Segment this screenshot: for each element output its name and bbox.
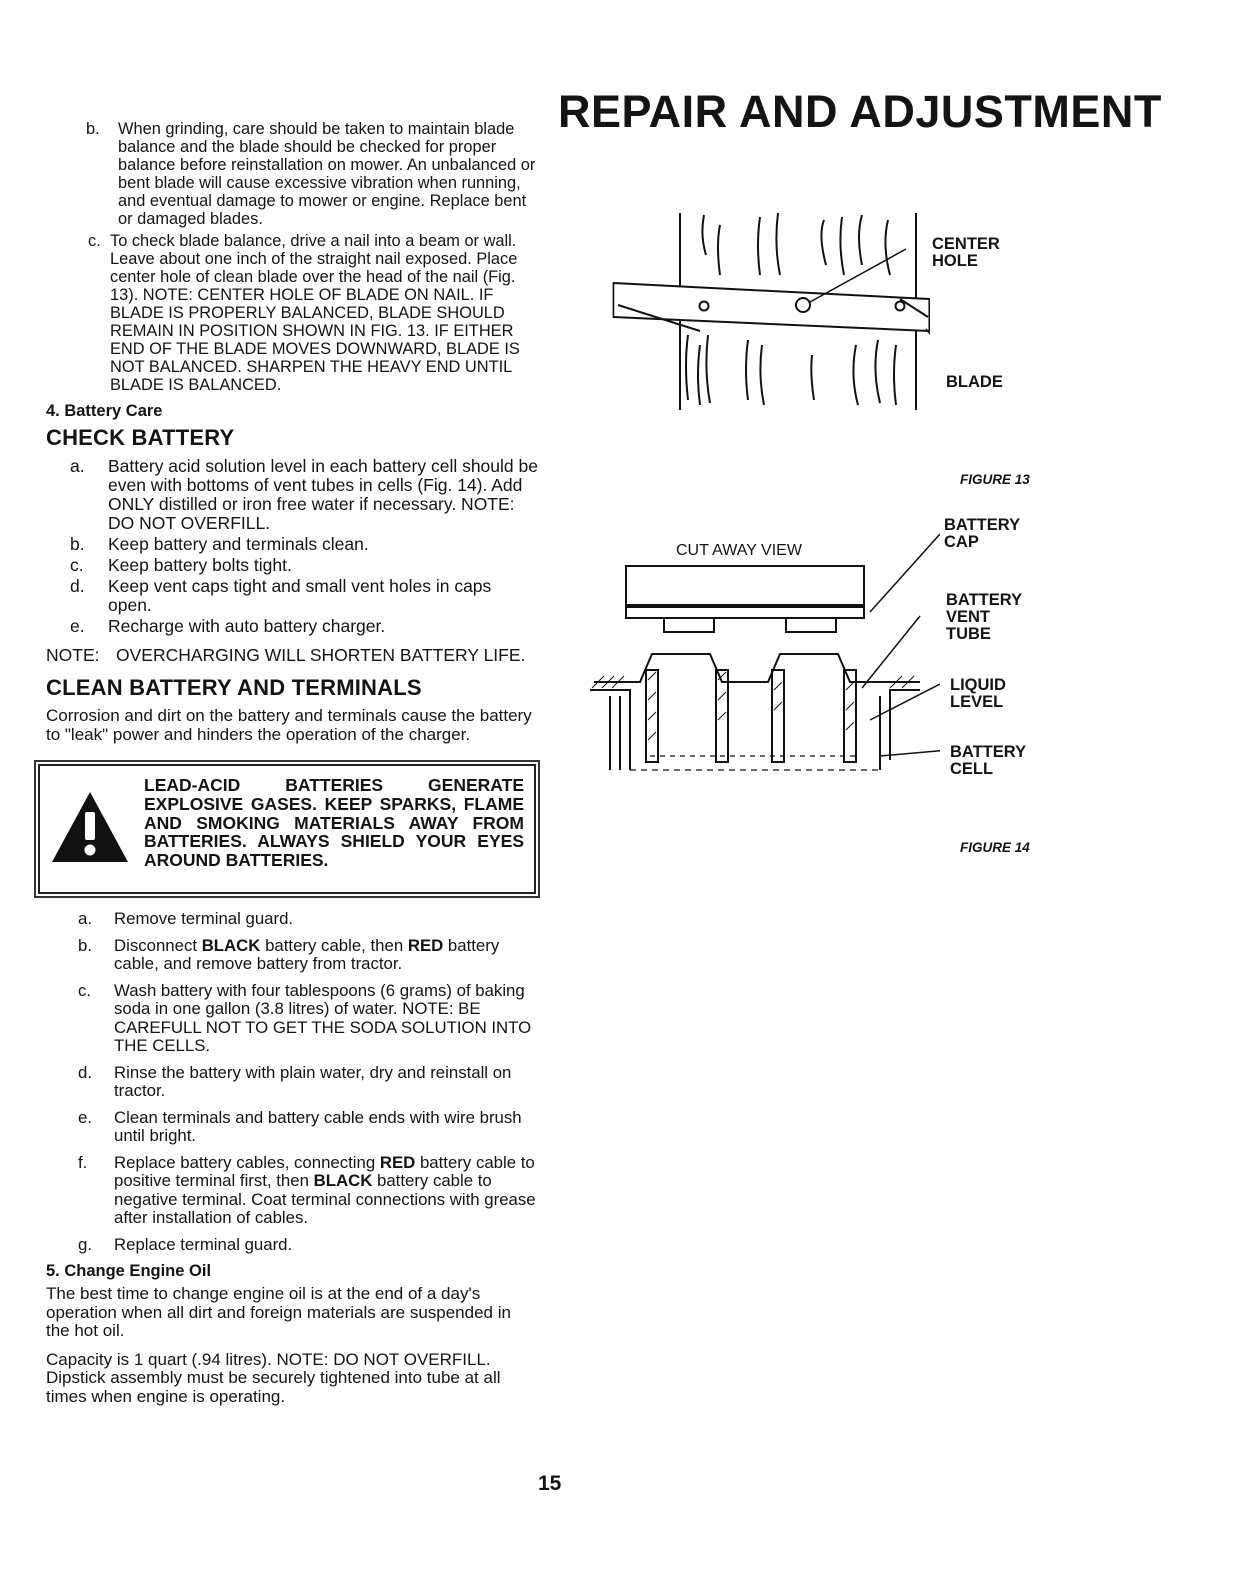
list-item: [46, 910, 538, 929]
battery-cell-label: [950, 744, 1026, 778]
item-text-part: battery cable to positive terminal first, then: [114, 1152, 535, 1190]
list-item: [46, 1154, 538, 1228]
label-line: CENTER: [932, 235, 1000, 253]
page-number: 15: [538, 1472, 562, 1495]
item-text-bold: BLACK: [313, 1171, 373, 1190]
label-line: LEVEL: [950, 693, 1004, 711]
label-line: BATTERY: [950, 743, 1027, 761]
list-item: [46, 1109, 538, 1146]
item-text-part: battery cable to negative terminal. Coat terminal connections with grease after installation of cables.: [114, 1171, 536, 1227]
item-text: Clean terminals and battery cable ends with wire brush until bright.: [114, 1107, 522, 1145]
label-line: TUBE: [946, 625, 991, 643]
engine-oil-subheading: 5. Change Engine Oil: [46, 1262, 212, 1280]
item-marker: c.: [78, 980, 92, 1000]
item-marker: b.: [70, 534, 85, 554]
label-line: BATTERY: [944, 516, 1021, 534]
item-text: Wash battery with four tablespoons (6 grams) of baking soda in one gallon (3.8 litres) of water. NOTE: BE CAREFULL NOT TO GET THE SODA SOLUTION INTO THE CELLS.: [114, 980, 532, 1055]
list-item: [46, 457, 538, 533]
note-text: OVERCHARGING WILL SHORTEN BATTERY LIFE.: [116, 645, 526, 665]
item-marker: c.: [88, 232, 101, 250]
battery-care-subheading: 4. Battery Care: [46, 402, 163, 420]
engine-oil-para-2: Capacity is 1 quart (.94 litres). NOTE: DO NOT OVERFILL. Dipstick assembly must be securely tightened into tube at all times when engine is operating.: [46, 1349, 501, 1406]
list-item: [46, 1236, 538, 1255]
label-line: BATTERY: [946, 591, 1023, 609]
item-marker: d.: [78, 1062, 92, 1082]
check-battery-heading: CHECK BATTERY: [46, 425, 235, 450]
item-text: To check blade balance, drive a nail into a beam or wall. Leave about one inch of the straight nail exposed. Place center hole of clean blade over the head of the nail (Fig. 13). NOTE: CENTER HOLE OF BLADE ON NAIL. IF BLADE IS PROPERLY BALANCED, BLADE SHOULD REMAIN IN POSITION SHOWN IN FIG. 13. IF EITHER END OF THE BLADE MOVES DOWNWARD, BLADE IS NOT BALANCED. SHARPEN THE HEAVY END UNTIL BLADE IS BALANCED.: [110, 232, 520, 394]
note-label: NOTE:: [46, 645, 100, 665]
warning-box: [38, 764, 536, 894]
item-text-part: battery cable, and remove battery from tractor.: [114, 935, 500, 973]
item-text: Keep vent caps tight and small vent holes in caps open.: [108, 576, 492, 615]
list-item: [46, 1064, 538, 1101]
warning-triangle-icon: [50, 790, 130, 864]
item-text: When grinding, care should be taken to maintain blade balance and the blade should be checked for proper balance before reinstallation on mower. An unbalanced or bent blade will cause excessive vibration when running, and eventual damage to mower or engine. Replace bent or damaged blades.: [118, 120, 536, 228]
left-column: [46, 120, 538, 1416]
item-text-bold: RED: [379, 1152, 416, 1172]
warning-text: LEAD-ACID BATTERIES GENERATE EXPLOSIVE GASES. KEEP SPARKS, FLAME AND SMOKING MATERIALS AWAY FROM BATTERIES. ALWAYS SHIELD YOUR EYES AROUND BATTERIES.: [144, 775, 524, 871]
blade-label: BLADE: [946, 373, 1003, 391]
item-text: Keep battery bolts tight.: [108, 555, 292, 575]
clean-battery-heading: CLEAN BATTERY AND TERMINALS: [46, 675, 422, 700]
item-text-bold: BLACK: [201, 935, 261, 955]
item-marker: f.: [78, 1152, 88, 1172]
label-line: CAP: [944, 533, 979, 551]
item-text: Battery acid solution level in each battery cell should be even with bottoms of vent tubes in cells (Fig. 14). Add ONLY distilled or iron free water if necessary. NOTE: DO NOT OVERFILL.: [108, 456, 538, 533]
item-marker: d.: [70, 576, 85, 596]
item-text-part: Replace battery cables, connecting: [114, 1152, 380, 1172]
list-item-blade-grinding: [46, 120, 538, 228]
item-marker: b.: [78, 935, 92, 955]
item-text: Remove terminal guard.: [114, 909, 294, 928]
center-hole-label: [932, 236, 1000, 270]
item-text-part: battery cable, then: [260, 935, 408, 955]
item-text: Replace terminal guard.: [114, 1234, 293, 1254]
item-marker: a.: [78, 909, 92, 928]
label-line: VENT: [946, 608, 991, 626]
item-marker: a.: [70, 456, 85, 476]
item-text-part: Disconnect: [114, 935, 202, 955]
engine-oil-para-1: The best time to change engine oil is at the end of a day's operation when all dirt and foreign materials are suspended in the hot oil.: [46, 1284, 511, 1340]
figure-13-caption: FIGURE 13: [960, 472, 1030, 487]
item-text-bold: RED: [407, 935, 444, 955]
clean-battery-intro: Corrosion and dirt on the battery and terminals cause the battery to "leak" power and hinders the operation of the charger.: [46, 706, 532, 744]
item-marker: e.: [70, 616, 85, 636]
list-item-blade-balance: [46, 232, 538, 394]
battery-vent-tube-label: [946, 592, 1022, 643]
cutaway-view-label: CUT AWAY VIEW: [676, 542, 802, 559]
item-text: Rinse the battery with plain water, dry and reinstall on tractor.: [114, 1062, 512, 1100]
item-text: Recharge with auto battery charger.: [108, 616, 386, 636]
list-item: [46, 535, 538, 554]
figure-14-caption: FIGURE 14: [960, 840, 1030, 855]
list-item: [46, 617, 538, 636]
overcharge-note: [46, 646, 538, 665]
figure-13-blade-drawing: [600, 205, 930, 415]
item-marker: c.: [70, 555, 84, 575]
battery-cap-label: [944, 517, 1020, 551]
item-marker: e.: [78, 1107, 92, 1127]
liquid-level-label: [950, 677, 1006, 711]
item-text: Keep battery and terminals clean.: [108, 534, 369, 554]
list-item: [46, 937, 538, 974]
item-marker: g.: [78, 1234, 92, 1254]
label-line: LIQUID: [950, 676, 1006, 694]
page-title: REPAIR AND ADJUSTMENT: [558, 86, 1162, 137]
list-item: [46, 577, 538, 615]
list-item: [46, 982, 538, 1056]
figure-14-battery-drawing: [590, 520, 940, 790]
label-line: HOLE: [932, 252, 978, 270]
label-line: CELL: [950, 760, 994, 778]
item-marker: b.: [86, 120, 100, 138]
list-item: [46, 556, 538, 575]
